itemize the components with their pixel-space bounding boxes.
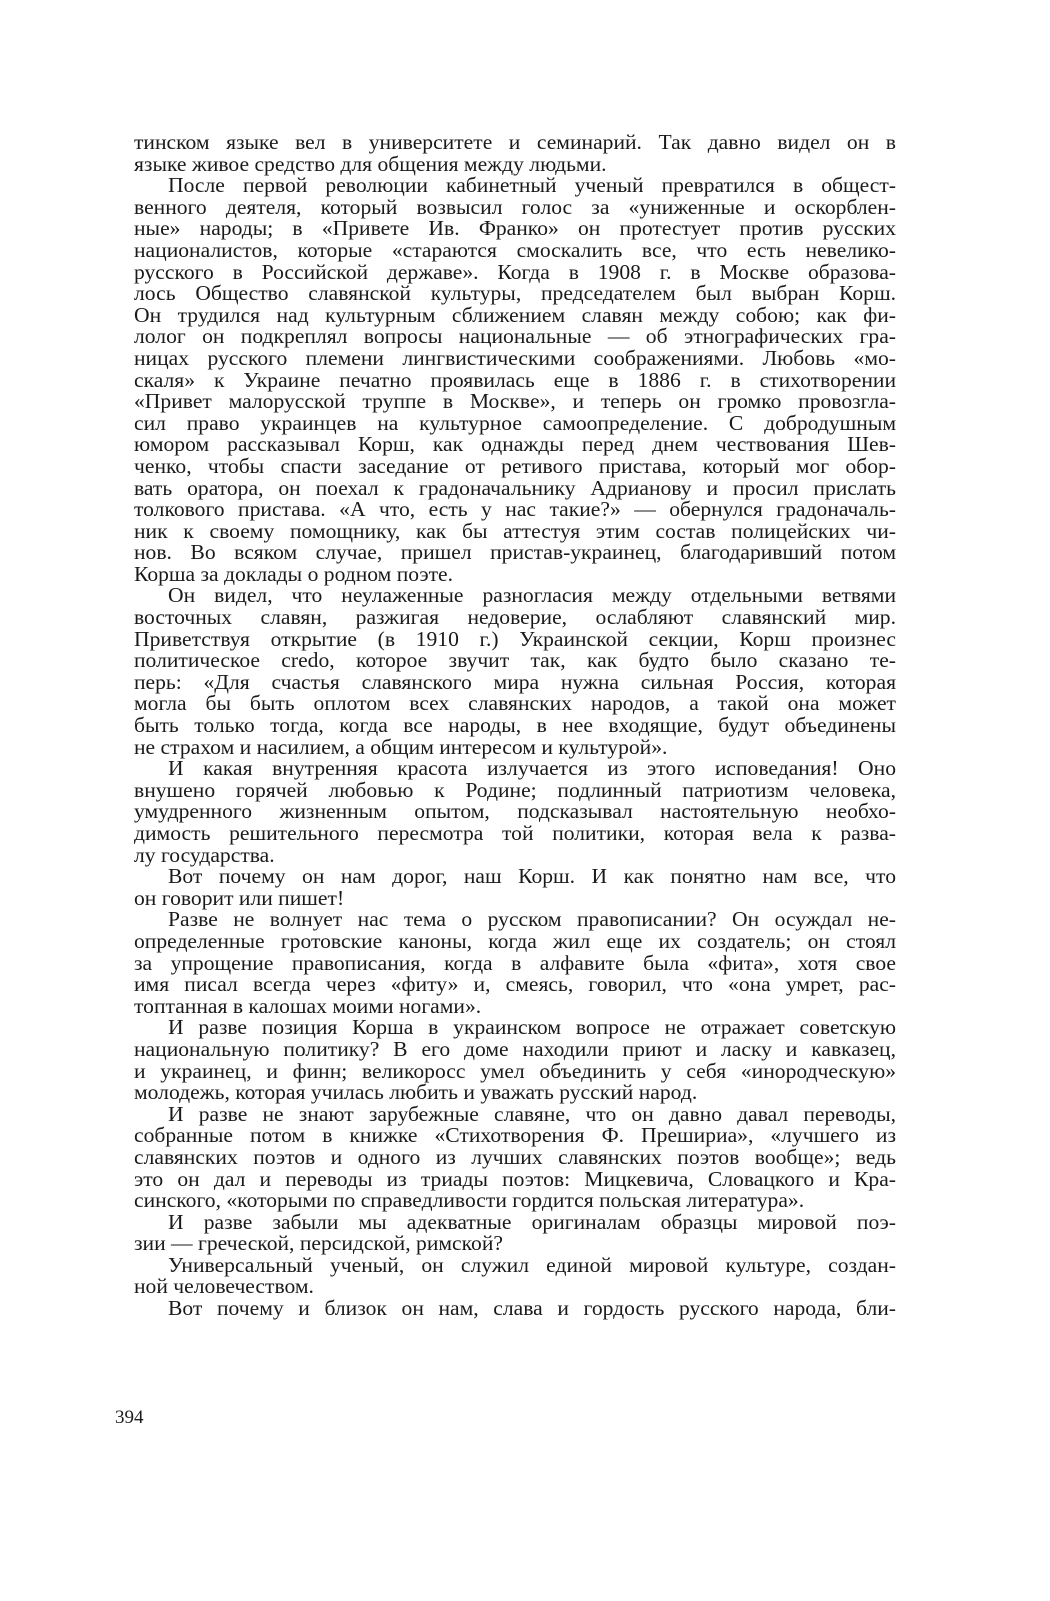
- text-line: лось Общество славянской культуры, председателем был выбран Корш.: [134, 281, 896, 306]
- text-line: юмором рассказывал Корш, как однажды перед днем чествования Шев-: [134, 432, 896, 457]
- text-line: собранные потом в книжке «Стихотворения Ф. Прешириа», «лучшего из: [134, 1123, 896, 1148]
- text-line: лу государства.: [134, 842, 275, 867]
- body-text: [134, 132, 896, 1320]
- text-line: синского, «которыми по справедливости гордится польская литература».: [134, 1188, 805, 1213]
- text-line: И разве не знают зарубежные славяне, что он давно давал переводы,: [168, 1101, 896, 1126]
- text-line: нов. Во всяком случае, пришел пристав-украинец, благодаривший потом: [134, 540, 896, 565]
- text-line: вать оратора, он поехал к градоначальнику Адрианову и просил прислать: [134, 475, 896, 500]
- text-line: национальную политику? В его доме находили приют и ласку и кавказец,: [134, 1036, 896, 1061]
- text-line: молодежь, которая училась любить и уважать русский народ.: [134, 1080, 698, 1105]
- text-line: перь: «Для счастья славянского мира нужна сильная Россия, которая: [134, 669, 896, 694]
- text-line: И разве позиция Корша в украинском вопросе не отражает советскую: [168, 1015, 896, 1040]
- text-line: он говорит или пишет!: [134, 885, 345, 910]
- page-number: 394: [115, 1407, 144, 1428]
- text-line: Приветствуя открытие (в 1910 г.) Украинской секции, Корш произнес: [134, 626, 896, 651]
- text-line: ной человечеством.: [134, 1274, 314, 1299]
- text-line: скаля» к Украине печатно проявилась еще в 1886 г. в стихотворении: [134, 367, 896, 392]
- text-line: И разве забыли мы адекватные оригиналам образцы мировой поэ-: [168, 1209, 896, 1234]
- text-line: Вот почему он нам дорог, наш Корш. И как понятно нам все, что: [168, 864, 896, 889]
- text-line: националистов, которые «стараются смоскалить все, что есть невелико-: [134, 237, 896, 262]
- text-line: и украинец, и финн; великоросс умел объединить у себя «инородческую»: [134, 1058, 896, 1083]
- text-line: определенные гротовские каноны, когда жил еще их создатель; он стоял: [134, 928, 896, 953]
- text-line: сил право украинцев на культурное самоопределение. С добродушным: [134, 410, 896, 435]
- text-line: толкового пристава. «А что, есть у нас такие?» — обернулся градоначаль-: [134, 497, 896, 522]
- text-line: это он дал и переводы из триады поэтов: Мицкевича, Словацкого и Кра-: [134, 1166, 896, 1191]
- text-line: ные» народы; в «Привете Ив. Франко» он протестует против русских: [134, 216, 896, 241]
- text-line: димость решительного пересмотра той политики, которая вела к разва-: [134, 821, 896, 845]
- text-line: ницах русского племени лингвистическими соображениями. Любовь «мо-: [134, 345, 896, 370]
- text-line: Универсальный ученый, он служил единой мировой культуре, создан-: [168, 1252, 896, 1277]
- text-line: не страхом и насилием, а общим интересом и культурой».: [134, 734, 668, 759]
- text-line: И какая внутренняя красота излучается из этого исповедания! Оно: [168, 756, 896, 781]
- text-line: Разве не волнует нас тема о русском правописании? Он осуждал не-: [168, 907, 896, 932]
- text-line: тинском языке вел в университете и семинарий. Так давно видел он в: [134, 130, 896, 154]
- text-line: Он трудился над культурным сближением славян между собою; как фи-: [134, 302, 896, 327]
- text-line: умудренного жизненным опытом, подсказывал настоятельную необхо-: [134, 799, 896, 824]
- text-line: быть только тогда, когда все народы, в нее входящие, будут объединены: [134, 713, 896, 738]
- text-line: После первой революции кабинетный ученый превратился в общест-: [168, 173, 896, 198]
- text-line: лолог он подкреплял вопросы национальные — об этнографических гра-: [134, 324, 896, 349]
- text-line: политическое credo, которое звучит так, как будто было сказано те-: [134, 648, 896, 673]
- text-line: Вот почему и близок он нам, слава и гордость русского народа, бли-: [168, 1296, 896, 1321]
- text-line: языке живое средство для общения между людьми.: [134, 151, 607, 176]
- text-line: имя писал всегда через «фиту» и, смеясь, говорил, что «она умрет, рас-: [134, 972, 896, 997]
- text-line: Корша за доклады о родном поэте.: [134, 561, 454, 586]
- text-line: зии — греческой, персидской, римской?: [134, 1231, 503, 1256]
- text-line: Он видел, что неулаженные разногласия между отдельными ветвями: [168, 583, 896, 608]
- text-line: венного деятеля, который возвысил голос за «униженные и оскорблен-: [134, 194, 896, 219]
- text-line: «Привет малорусской труппе в Москве», и теперь он громко провозгла-: [134, 389, 896, 414]
- text-line: русского в Российской державе». Когда в 1908 г. в Москве образова-: [134, 259, 896, 284]
- text-line: могла бы быть оплотом всех славянских народов, а такой она может: [134, 691, 896, 716]
- text-line: топтанная в калошах моими ногами».: [134, 993, 482, 1018]
- text-line: восточных славян, разжигая недоверие, ослабляют славянский мир.: [134, 605, 896, 630]
- text-line: внушено горячей любовью к Родине; подлинный патриотизм человека,: [134, 777, 896, 802]
- text-line: ник к своему помощнику, как бы аттестуя этим состав полицейских чи-: [134, 518, 896, 543]
- text-line: ченко, чтобы спасти заседание от ретивого пристава, который мог обор-: [134, 453, 896, 478]
- text-line: славянских поэтов и одного из лучших славянских поэтов вообще»; ведь: [134, 1144, 896, 1169]
- text-line: за упрощение правописания, когда в алфавите была «фита», хотя свое: [134, 950, 896, 975]
